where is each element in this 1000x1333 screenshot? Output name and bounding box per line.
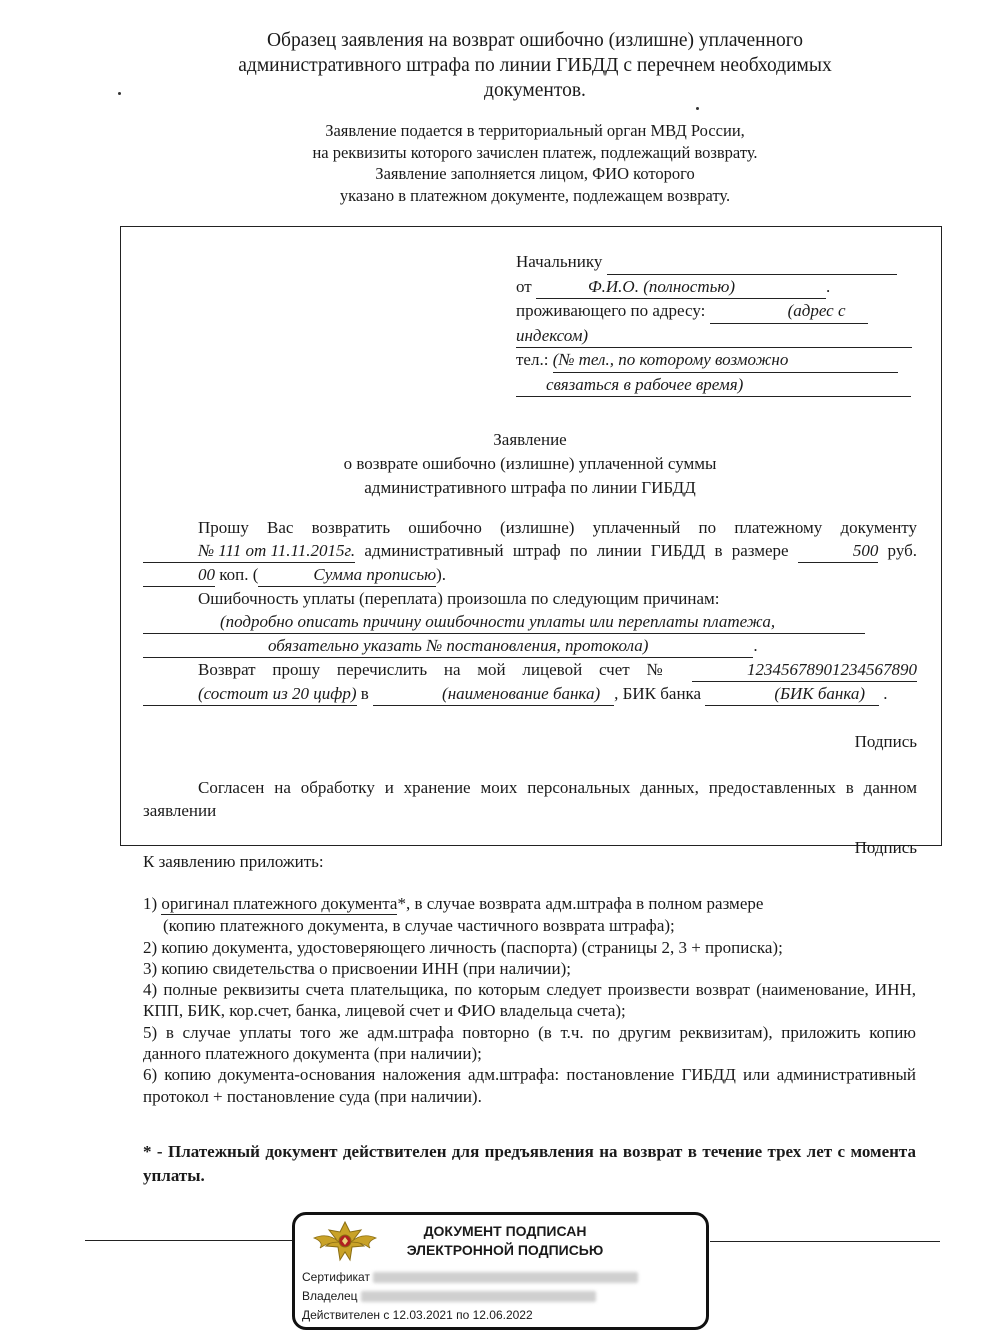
addressee-block: Начальнику от Ф.И.О. (полностью) . проживающего по адресу: (адрес с индексом) тел.: (№ тел., по которому возможно связаться в рабочее время)	[516, 250, 926, 397]
list-item: 1) оригинал платежного документа*, в случае возврата адм.штрафа в полном размере (копию платежного документа, в случае частичного возврата штрафа);	[143, 894, 764, 936]
from-label: от	[516, 276, 532, 296]
owner-label: Владелец	[302, 1289, 358, 1303]
amount-kop: 00	[143, 563, 215, 587]
notice-line-1: Заявление подается в территориальный орган МВД России,	[325, 121, 745, 140]
statement-title: Заявление	[493, 430, 567, 449]
validity-row: Действителен с 12.03.2021 по 12.06.2022	[302, 1308, 533, 1322]
phone-value-2: связаться в рабочее время)	[546, 373, 791, 398]
amount-rub: 500	[798, 539, 879, 563]
stamp-title: ДОКУМЕНТ ПОДПИСАН ЭЛЕКТРОННОЙ ПОДПИСЬЮ	[406, 1223, 604, 1258]
phone-value: (№ тел., по которому возможно	[553, 348, 898, 373]
statement-subtitle-1: о возврате ошибочно (излишне) уплаченной суммы	[343, 454, 717, 473]
phone-label: тел.:	[516, 350, 549, 369]
owner-row	[302, 1289, 596, 1303]
address-label: проживающего по адресу:	[516, 301, 706, 320]
certificate-label: Сертификат	[302, 1270, 370, 1284]
account-number: 12345678901234567890	[692, 658, 917, 682]
reason-line-1: (подробно описать причину ошибочности уплаты или переплаты платежа,	[165, 610, 775, 634]
paragraph-account: Возврат прошу перечислить на мой лицевой счет № 12345678901234567890 (состоит из 20 цифр) в (наименование банка) , БИК банка (БИК банка) .	[143, 658, 917, 706]
list-item: 6) копию документа-основания наложения адм.штрафа: постановление ГИБДД или административный протокол + постановление суда (при наличии).	[143, 1065, 916, 1106]
signature-1: Подпись	[854, 732, 917, 751]
title-line-1: Образец заявления на возврат ошибочно (излишне) уплаченного	[266, 30, 804, 51]
certificate-number-redacted	[373, 1272, 638, 1283]
signature-2: Подпись	[854, 838, 917, 857]
notice-line-4: указано в платежном документе, подлежащем возврату.	[339, 185, 731, 205]
amount-in-words: Сумма прописью	[258, 563, 436, 587]
title-line-2: административного штрафа по линии ГИБДД с перечнем необходимых	[238, 55, 832, 76]
owner-name-redacted	[361, 1291, 596, 1302]
notice-line-3: Заявление заполняется лицом, ФИО которого	[375, 164, 695, 183]
paragraph-reason: Ошибочность уплаты (переплата) произошла по следующим причинам: (подробно описать причину ошибочности уплаты или переплаты платежа, обязательно указать № постановления, протокола) .	[143, 587, 917, 658]
chief-blank	[607, 250, 897, 275]
title-line-3: документов.	[484, 80, 586, 101]
police-emblem-icon	[312, 1218, 378, 1270]
reason-line-2: обязательно указать № постановления, протокола)	[213, 634, 648, 658]
footnote: * - Платежный документ действителен для предъявления на возврат в течение трех лет с момента уплаты.	[143, 1142, 916, 1185]
signature-line	[85, 1240, 295, 1241]
bank-name: (наименование банка)	[373, 682, 614, 706]
document-title	[140, 28, 930, 103]
scan-speck	[118, 92, 121, 95]
consent-text: Согласен на обработку и хранение моих персональных данных, предоставленных в данном заявлении	[143, 778, 917, 820]
address-value-2: индексом)	[516, 324, 602, 349]
statement-heading	[270, 428, 790, 500]
list-item: 3) копию свидетельства о присвоении ИНН (при наличии);	[143, 958, 571, 978]
original-payment-doc: оригинал платежного документа	[161, 893, 397, 915]
address-value: (адрес с	[788, 299, 868, 324]
payment-doc-ref: № 111 от 11.11.2015г.	[143, 539, 355, 563]
statement-subtitle-2: административного штрафа по линии ГИБДД	[364, 478, 696, 497]
attachments-list	[143, 893, 916, 1107]
certificate-row	[302, 1270, 638, 1284]
bank-bik: (БИК банка)	[705, 682, 879, 706]
notice-line-2: на реквизиты которого зачислен платеж, подлежащий возврату.	[312, 142, 758, 162]
chief-label: Начальнику	[516, 252, 603, 271]
statement-body	[143, 516, 917, 859]
account-note: (состоит из 20 цифр)	[143, 682, 357, 706]
attachments-heading: К заявлению приложить:	[143, 852, 324, 871]
list-item: 2) копию документа, удостоверяющего личность (паспорта) (страницы 2, 3 + прописка);	[143, 937, 783, 957]
signature-line-right	[710, 1241, 940, 1242]
instructions	[220, 120, 850, 206]
paragraph-request: Прошу Вас возвратить ошибочно (излишне) уплаченный по платежному документу № 111 от 11.11.2015г. административный штраф по линии ГИБДД в размере 500 руб. 00 коп. ( Сумма прописью).	[143, 516, 917, 587]
list-item: 4) полные реквизиты счета плательщика, по которым следует произвести возврат (наименование, ИНН, КПП, БИК, кор.счет, банка, лицевой счет и ФИО владельца счета);	[143, 980, 916, 1021]
scan-speck	[696, 107, 699, 110]
from-value: Ф.И.О. (полностью)	[588, 275, 766, 300]
list-item: 5) в случае уплаты того же адм.штрафа повторно (в т.ч. по другим реквизитам), приложить копию данного платежного документа (при наличии);	[143, 1022, 916, 1064]
